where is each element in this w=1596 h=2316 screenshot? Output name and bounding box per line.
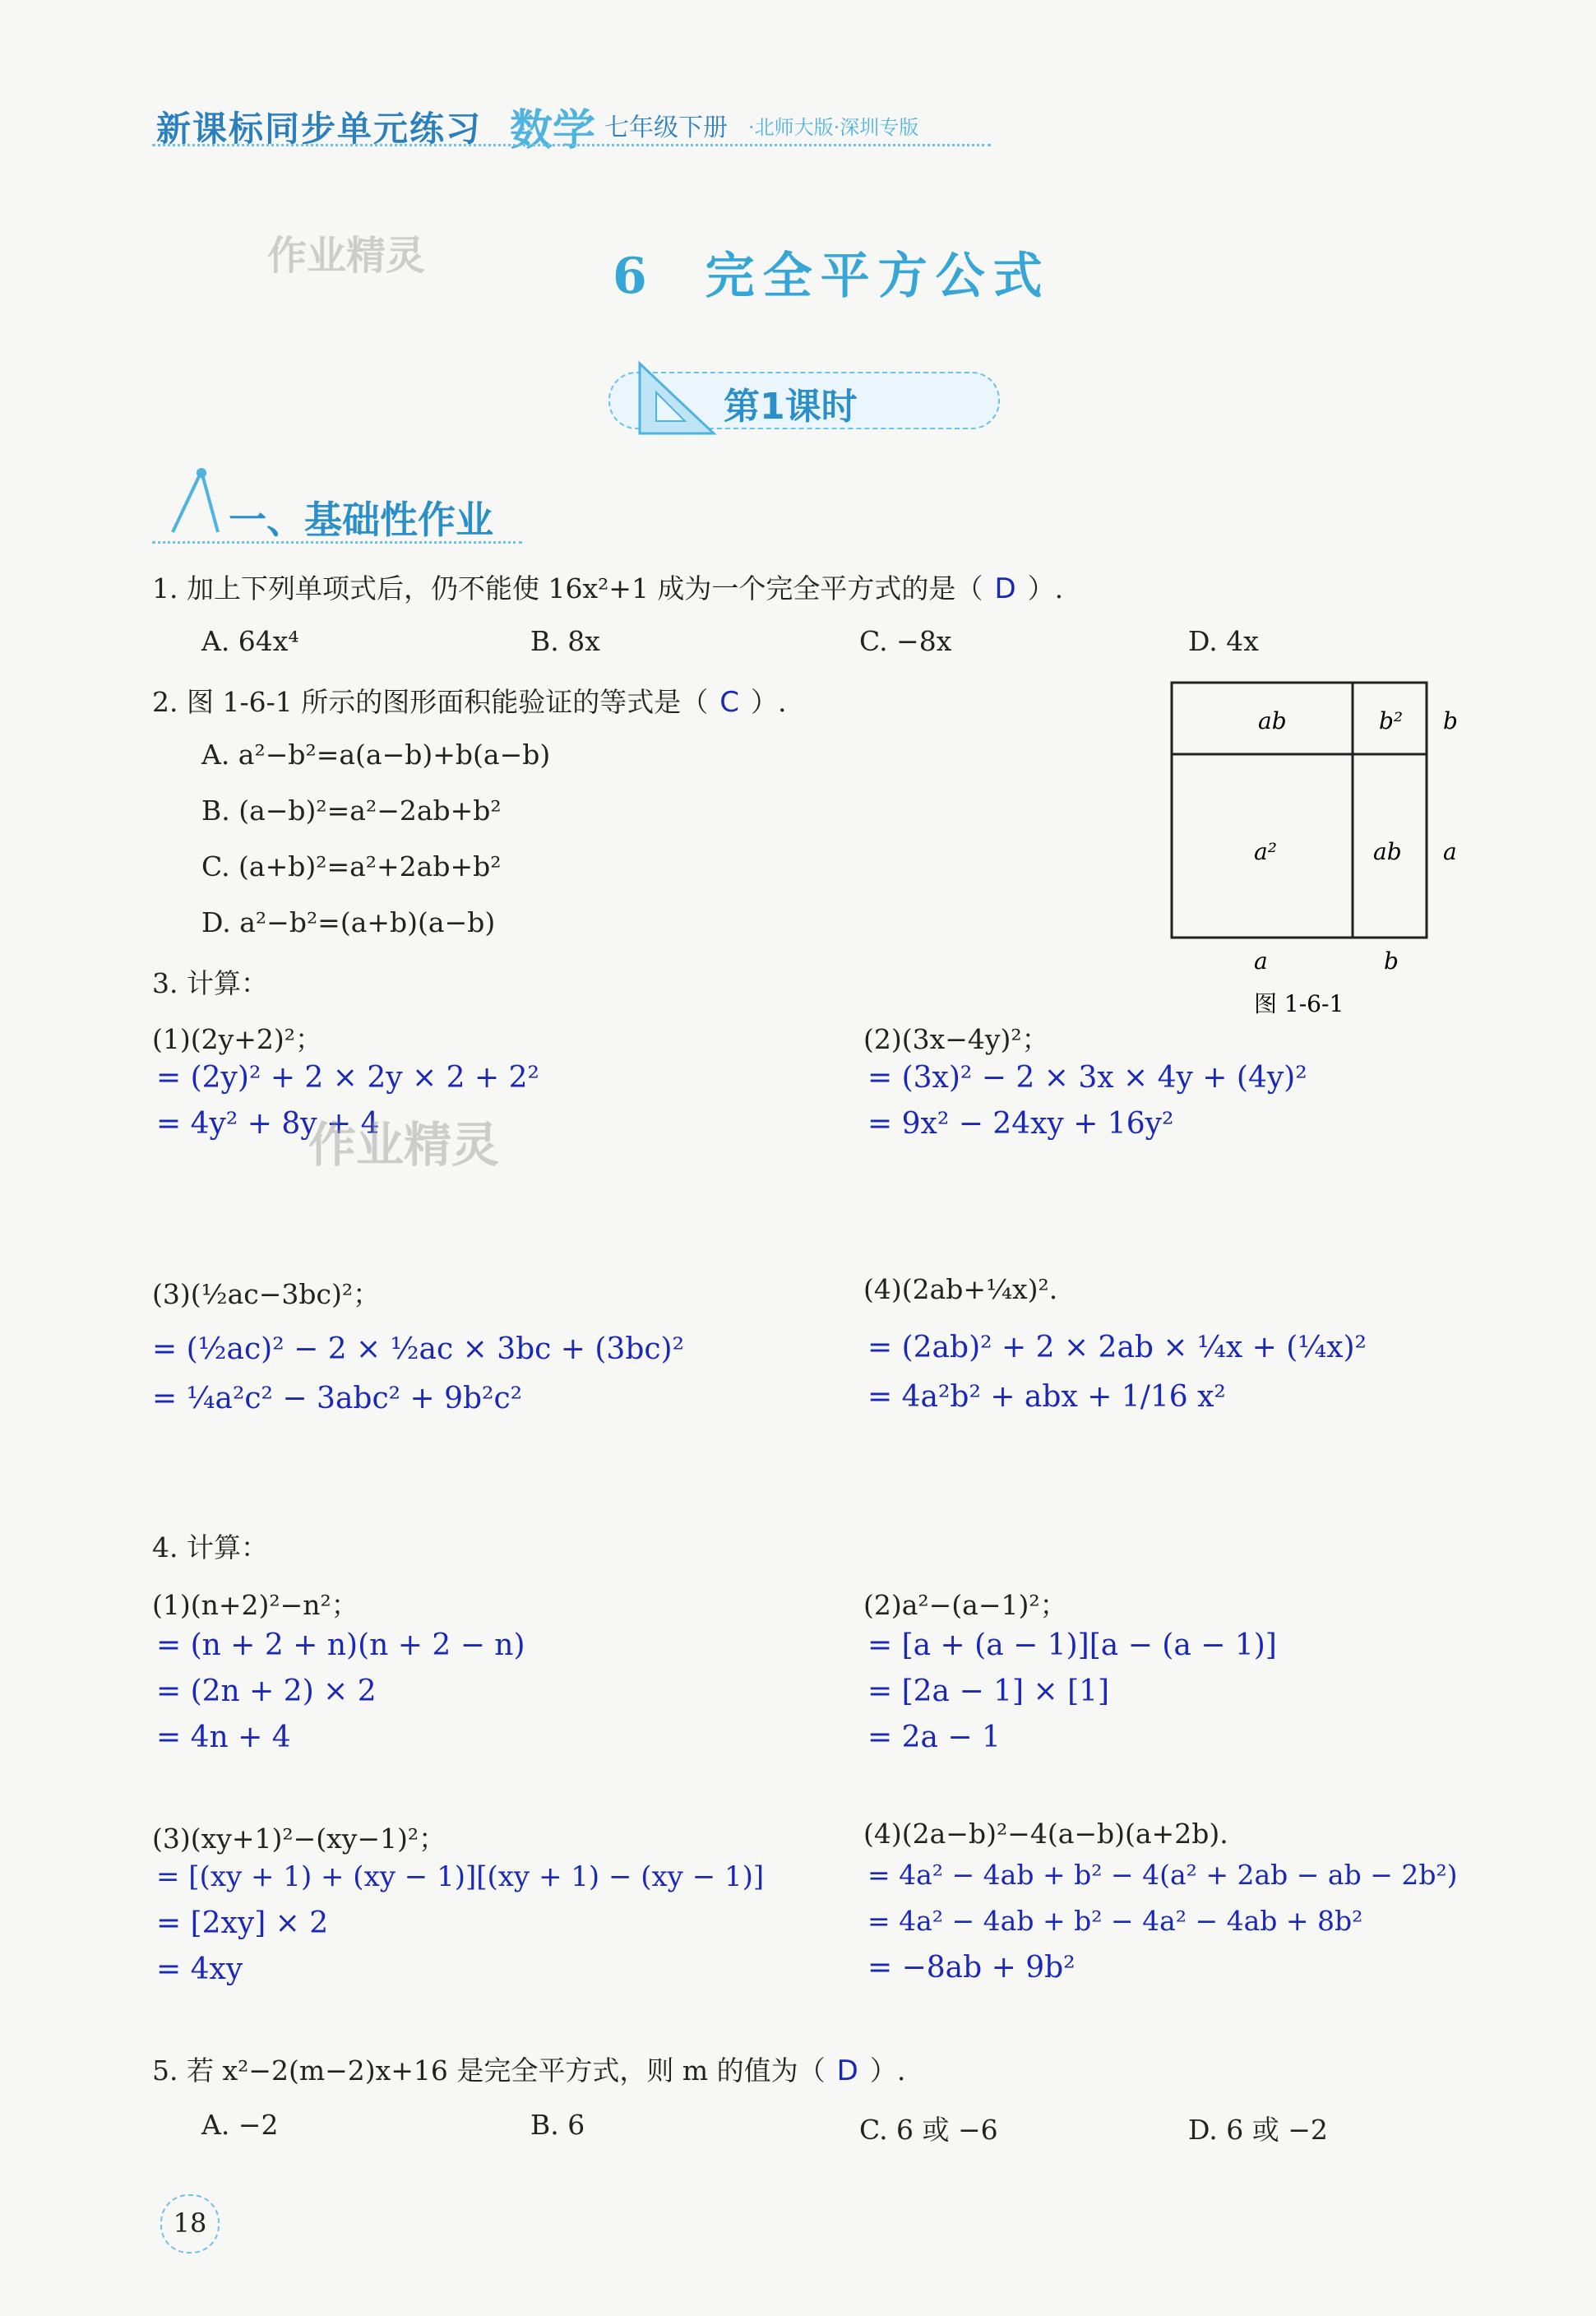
q2-option-b: B. (a−b)²=a²−2ab+b² [201, 794, 502, 827]
q1-option-c: C. −8x [859, 625, 952, 657]
watermark: 作业精灵 [308, 1117, 500, 1173]
question-2-stem: 2. 图 1-6-1 所示的图形面积能验证的等式是（ C ）. [152, 686, 787, 719]
q5-option-d: D. 6 或 −2 [1188, 2114, 1328, 2146]
q4-2-step-2: = [2a − 1] × [1] [867, 1674, 1110, 1708]
page-number: 18 [160, 2194, 220, 2253]
q3-2-prompt: (2)(3x−4y)²； [863, 1023, 1049, 1055]
q4-1-step-1: = (n + 2 + n)(n + 2 − n) [156, 1628, 525, 1662]
q4-3-step-3: = 4xy [156, 1952, 243, 1986]
q3-3-step-2: = ¼a²c² − 3abc² + 9b²c² [152, 1382, 523, 1415]
q4-2-step-3: = 2a − 1 [867, 1721, 1001, 1754]
question-5-answer: D [836, 2054, 858, 2087]
figure-cell-ab-right: ab [1373, 838, 1402, 865]
q1-option-b: B. 8x [530, 625, 600, 657]
q4-3-step-2: = [2xy] × 2 [156, 1906, 329, 1940]
q2-option-c: C. (a+b)²=a²+2ab+b² [201, 850, 502, 882]
q3-3-step-1: = (½ac)² − 2 × ½ac × 3bc + (3bc)² [152, 1332, 685, 1366]
chapter-title [613, 237, 1051, 308]
question-5-stem: 5. 若 x²−2(m−2)x+16 是完全平方式，则 m 的值为（ D ）. [152, 2054, 906, 2087]
q3-4-prompt: (4)(2ab+¼x)². [863, 1273, 1058, 1305]
q3-3-prompt: (3)(½ac−3bc)²； [152, 1278, 381, 1310]
q4-2-step-1: = [a + (a − 1)][a − (a − 1)] [867, 1628, 1277, 1662]
grade-label: 七年级下册 [604, 113, 728, 142]
question-1-stem: 1. 加上下列单项式后，仍不能使 16x²+1 成为一个完全平方式的是（ D ）. [152, 572, 1064, 605]
edition-label: ·北师大版·深圳专版 [748, 116, 919, 139]
question-4-title: 4. 计算： [152, 1531, 268, 1563]
book-series-title: 新课标同步单元练习 [156, 109, 483, 149]
subject-label: 数学 [510, 106, 596, 155]
section-divider [152, 541, 522, 544]
q5-option-a: A. −2 [201, 2109, 279, 2141]
q3-2-step-2: = 9x² − 24xy + 16y² [867, 1107, 1174, 1141]
q4-1-step-2: = (2n + 2) × 2 [156, 1674, 377, 1708]
q4-3-step-1: = [(xy + 1) + (xy − 1)][(xy + 1) − (xy − 1)] [156, 1860, 765, 1893]
q4-4-step-2: = 4a² − 4ab + b² − 4a² − 4ab + 8b² [867, 1905, 1363, 1937]
q4-4-step-3: = −8ab + 9b² [867, 1951, 1076, 1985]
q2-option-a: A. a²−b²=a(a−b)+b(a−b) [201, 739, 551, 771]
q4-4-prompt: (4)(2a−b)²−4(a−b)(a+2b). [863, 1818, 1228, 1850]
header-divider [152, 144, 991, 146]
q5-option-b: B. 6 [530, 2109, 585, 2141]
question-3-title: 3. 计算： [152, 967, 268, 999]
figure-cell-ab-top: ab [1258, 707, 1287, 734]
figure-caption: 图 1-6-1 [1254, 990, 1344, 1017]
q2-option-d: D. a²−b²=(a+b)(a−b) [201, 906, 496, 938]
figure-1-6-1 [1163, 674, 1492, 1020]
q5-option-c: C. 6 或 −6 [859, 2114, 998, 2146]
figure-bottom-label-b: b [1384, 947, 1399, 975]
watermark: 作业精灵 [267, 233, 426, 279]
section-heading: 一、基础性作业 [229, 498, 493, 542]
q3-1-step-1: = (2y)² + 2 × 2y × 2 + 2² [156, 1061, 539, 1095]
q4-2-prompt: (2)a²−(a−1)²； [863, 1589, 1067, 1621]
question-1-answer: D [994, 572, 1016, 605]
figure-bottom-label-a: a [1254, 947, 1268, 975]
q3-1-prompt: (1)(2y+2)²； [152, 1023, 323, 1055]
q4-1-prompt: (1)(n+2)²−n²； [152, 1589, 359, 1621]
q3-4-step-2: = 4a²b² + abx + 1/16 x² [867, 1380, 1226, 1414]
q3-1-step-2: = 4y² + 8y + 4 [156, 1107, 380, 1141]
q1-option-a: A. 64x⁴ [201, 625, 299, 657]
chapter-name: 完全平方公式 [705, 248, 1051, 305]
q3-4-step-1: = (2ab)² + 2 × 2ab × ¼x + (¼x)² [867, 1331, 1367, 1364]
question-2-answer: C [719, 686, 739, 719]
figure-side-label-b: b [1443, 707, 1458, 734]
figure-side-label-a: a [1443, 838, 1457, 865]
set-square-icon [631, 355, 722, 438]
q4-4-step-1: = 4a² − 4ab + b² − 4(a² + 2ab − ab − 2b²) [867, 1859, 1458, 1891]
q3-2-step-1: = (3x)² − 2 × 3x × 4y + (4y)² [867, 1061, 1307, 1095]
figure-cell-a-squared: a² [1254, 838, 1277, 865]
q1-option-d: D. 4x [1188, 625, 1259, 657]
lesson-title: 第1课时 [724, 386, 858, 428]
q4-1-step-3: = 4n + 4 [156, 1721, 291, 1754]
figure-cell-b-squared: b² [1379, 707, 1404, 734]
compass-icon [156, 465, 230, 539]
q4-3-prompt: (3)(xy+1)²−(xy−1)²； [152, 1823, 446, 1855]
chapter-number: 6 [613, 248, 655, 305]
